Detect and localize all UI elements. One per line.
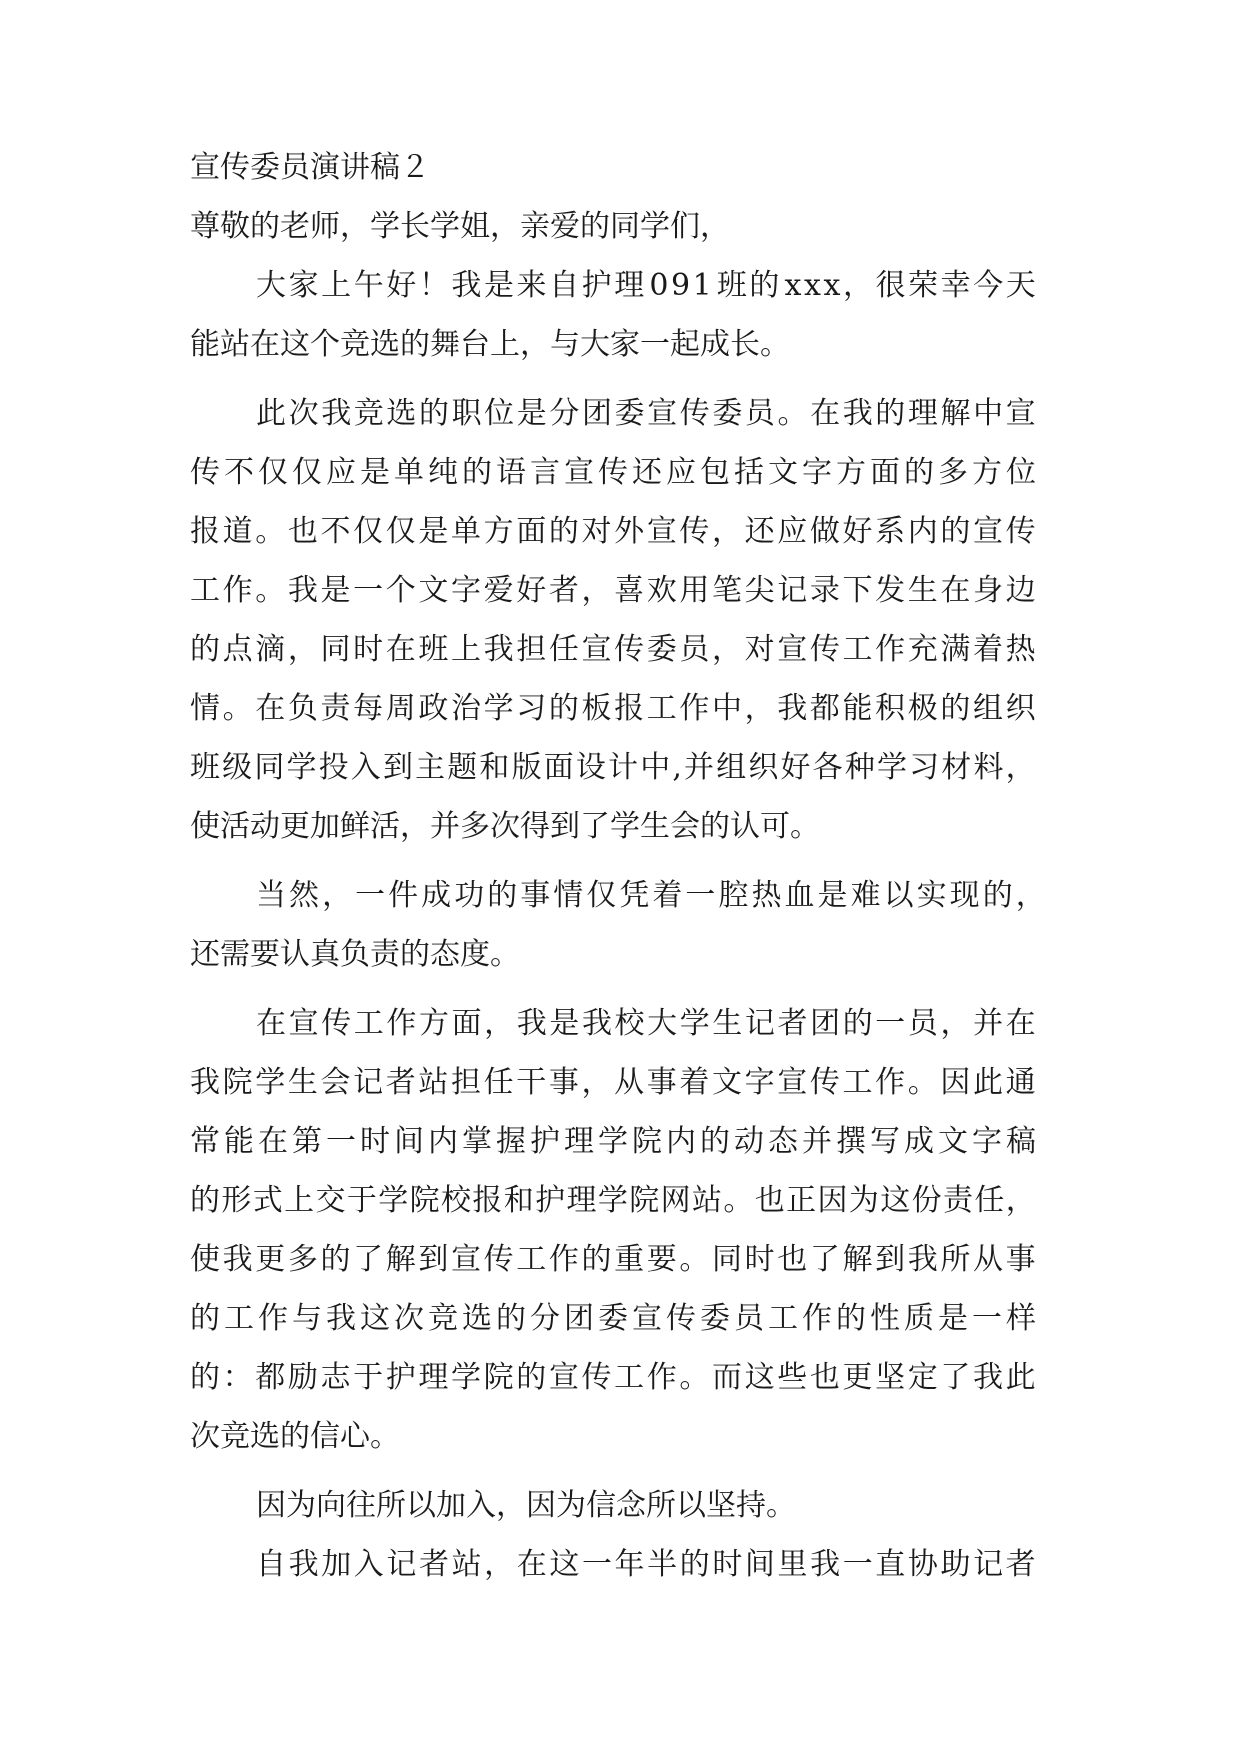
paragraph-line: 使 我 更 多 的 了 解 到 宣 传 工 作 的 重 要 。 同 时 也 了 解 到 我 所 从 事 — [190, 1242, 1036, 1277]
paragraph-line: 能站在这个竞选的舞台上，与大家一起成长。 — [190, 327, 790, 362]
paragraph-line: 因为向往所以加入，因为信念所以坚持。 — [256, 1488, 796, 1523]
paragraph-line: 的 工 作 与 我 这 次 竞 选 的 分 团 委 宣 传 委 员 工 作 的 性 质 是 一 样 — [190, 1301, 1036, 1336]
paragraph-line: 的 形 式 上 交 于 学 院 校 报 和 护 理 学 院 网 站 。 也 正 因 为 这 份 责 任 ， — [190, 1183, 1036, 1218]
paragraph-line: 自 我 加 入 记 者 站 ， 在 这 一 年 半 的 时 间 里 我 一 直 协 助 记 者 — [256, 1547, 1036, 1582]
paragraph-line: 的 ： 都 励 志 于 护 理 学 院 的 宣 传 工 作 。 而 这 些 也 更 坚 定 了 我 此 — [190, 1360, 1036, 1395]
paragraph-line: 常 能 在 第 一 时 间 内 掌 握 护 理 学 院 内 的 动 态 并 撰 写 成 文 字 稿 — [190, 1124, 1036, 1159]
paragraph-line: 在 宣 传 工 作 方 面 ， 我 是 我 校 大 学 生 记 者 团 的 一 员 ， 并 在 — [256, 1006, 1036, 1041]
paragraph-line: 大 家 上 午 好 ！ 我 是 来 自 护 理 0 9 1 班 的 x x x ， 很 荣 幸 今 天 — [256, 268, 1036, 303]
paragraph-line: 传 不 仅 仅 应 是 单 纯 的 语 言 宣 传 还 应 包 括 文 字 方 面 的 多 方 位 — [190, 455, 1036, 490]
document-title: 宣传委员演讲稿２ — [190, 150, 430, 185]
paragraph-line: 当 然 ， 一 件 成 功 的 事 情 仅 凭 着 一 腔 热 血 是 难 以 实 现 的 ， — [256, 878, 1046, 913]
paragraph-line: 情 。 在 负 责 每 周 政 治 学 习 的 板 报 工 作 中 ， 我 都 能 积 极 的 组 织 — [190, 691, 1036, 726]
paragraph-line: 工 作 。 我 是 一 个 文 字 爱 好 者 ， 喜 欢 用 笔 尖 记 录 下 发 生 在 身 边 — [190, 573, 1036, 608]
paragraph-line: 班 级 同 学 投 入 到 主 题 和 版 面 设 计 中 , 并 组 织 好 各 种 学 习 材 料 ， — [190, 750, 1036, 785]
paragraph-line: 此 次 我 竞 选 的 职 位 是 分 团 委 宣 传 委 员 。 在 我 的 理 解 中 宣 — [256, 396, 1036, 431]
paragraph-line: 报 道 。 也 不 仅 仅 是 单 方 面 的 对 外 宣 传 ， 还 应 做 好 系 内 的 宣 传 — [190, 514, 1036, 549]
paragraph-line: 使活动更加鲜活，并多次得到了学生会的认可。 — [190, 809, 820, 844]
salutation: 尊敬的老师，学长学姐，亲爱的同学们， — [190, 209, 730, 244]
paragraph-line: 还需要认真负责的态度。 — [190, 937, 520, 972]
paragraph-line: 我 院 学 生 会 记 者 站 担 任 干 事 ， 从 事 着 文 字 宣 传 工 作 。 因 此 通 — [190, 1065, 1036, 1100]
paragraph-line: 的 点 滴 ， 同 时 在 班 上 我 担 任 宣 传 委 员 ， 对 宣 传 工 作 充 满 着 热 — [190, 632, 1036, 667]
paragraph-line: 次竞选的信心。 — [190, 1419, 400, 1454]
